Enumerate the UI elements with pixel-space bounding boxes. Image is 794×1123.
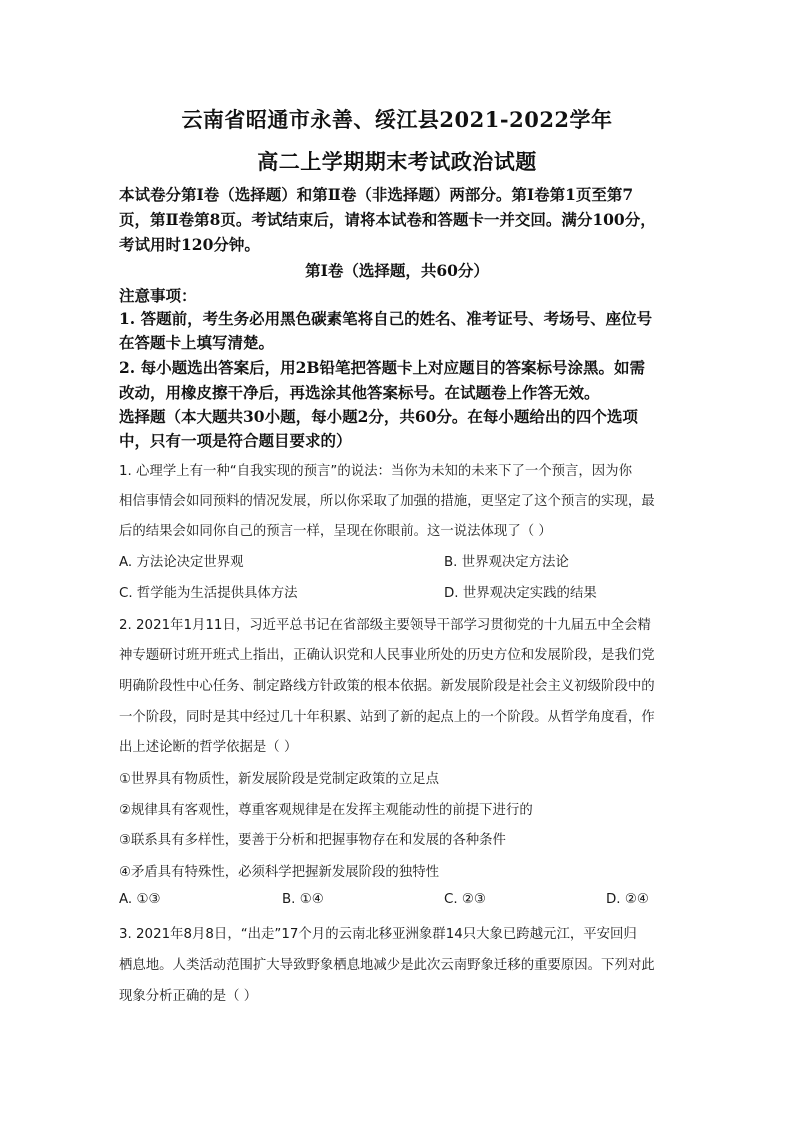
section-heading: 第Ⅰ卷（选择题，共60分）: [305, 261, 489, 280]
intro-line: 考试用时120分钟。: [119, 235, 260, 254]
question-1-option-b: B. 世界观决定方法论: [444, 555, 569, 570]
exam-title-line2: 高二上学期期末考试政治试题: [257, 149, 537, 174]
question-2-option-c: C. ②③: [444, 892, 486, 907]
intro-line: 本试卷分第Ⅰ卷（选择题）和第Ⅱ卷（非选择题）两部分。第Ⅰ卷第1页至第7: [119, 185, 634, 204]
question-1-text: 1. 心理学上有一种“自我实现的预言”的说法：当你为未知的未来下了一个预言，因为你: [119, 464, 632, 479]
question-2-statement-1: ①世界具有物质性，新发展阶段是党制定政策的立足点: [119, 772, 439, 787]
notice-line: 中，只有一项是符合题目要求的）: [119, 431, 352, 450]
question-1-text: 相信事情会如同预料的情况发展，所以你采取了加强的措施，更坚定了这个预言的实现，最: [119, 494, 655, 509]
question-1-option-c: C. 哲学能为生活提供具体方法: [119, 586, 298, 601]
question-3-text: 栖息地。人类活动范围扩大导致野象栖息地减少是此次云南野象迁移的重要原因。下列对此: [119, 958, 655, 973]
intro-line: 页，第Ⅱ卷第8页。考试结束后，请将本试卷和答题卡一并交回。满分100分，: [119, 210, 656, 229]
question-3-text: 3. 2021年8月8日，“出走”17个月的云南北移亚洲象群14只大象已跨越元江，平安回归: [119, 927, 637, 942]
question-2-text: 明确阶段性中心任务、制定路线方针政策的根本依据。新发展阶段是社会主义初级阶段中的: [119, 679, 655, 694]
question-3-text: 现象分析正确的是（ ）: [119, 989, 258, 1004]
question-2-option-a: A. ①③: [119, 892, 161, 907]
notice-line: 1. 答题前，考生务必用黑色碳素笔将自己的姓名、准考证号、考场号、座位号: [119, 309, 653, 328]
question-2-option-d: D. ②④: [606, 892, 649, 907]
notice-label: 注意事项：: [119, 286, 197, 305]
notice-line: 改动，用橡皮擦干净后，再选涂其他答案标号。在试题卷上作答无效。: [119, 383, 600, 402]
notice-line: 选择题（本大题共30小题，每小题2分，共60分。在每小题给出的四个选项: [119, 407, 638, 426]
question-1-option-a: A. 方法论决定世界观: [119, 555, 244, 570]
question-2-statement-2: ②规律具有客观性，尊重客观规律是在发挥主观能动性的前提下进行的: [119, 803, 533, 818]
question-2-statement-4: ④矛盾具有特殊性，必须科学把握新发展阶段的独特性: [119, 865, 439, 880]
question-2-statement-3: ③联系具有多样性，要善于分析和把握事物存在和发展的各种条件: [119, 833, 506, 848]
question-1-option-d: D. 世界观决定实践的结果: [444, 586, 597, 601]
question-2-text: 2. 2021年1月11日，习近平总书记在省部级主要领导干部学习贯彻党的十九届五中全会精: [119, 618, 651, 633]
notice-line: 2. 每小题选出答案后，用2B铅笔把答题卡上对应题目的答案标号涂黑。如需: [119, 358, 645, 377]
question-1-text: 后的结果会如同你自己的预言一样，呈现在你眼前。这一说法体现了（ ）: [119, 524, 552, 539]
question-2-option-b: B. ①④: [282, 892, 324, 907]
question-2-text: 神专题研讨班开班式上指出，正确认识党和人民事业所处的历史方位和发展阶段，是我们党: [119, 648, 655, 663]
notice-line: 在答题卡上填写清楚。: [119, 333, 275, 352]
exam-title-line1: 云南省昭通市永善、绥江县2021-2022学年: [181, 107, 613, 132]
question-2-text: 一个阶段，同时是其中经过几十年积累、站到了新的起点上的一个阶段。从哲学角度看，作: [119, 710, 655, 725]
question-2-text: 出上述论断的哲学依据是（ ）: [119, 740, 298, 755]
